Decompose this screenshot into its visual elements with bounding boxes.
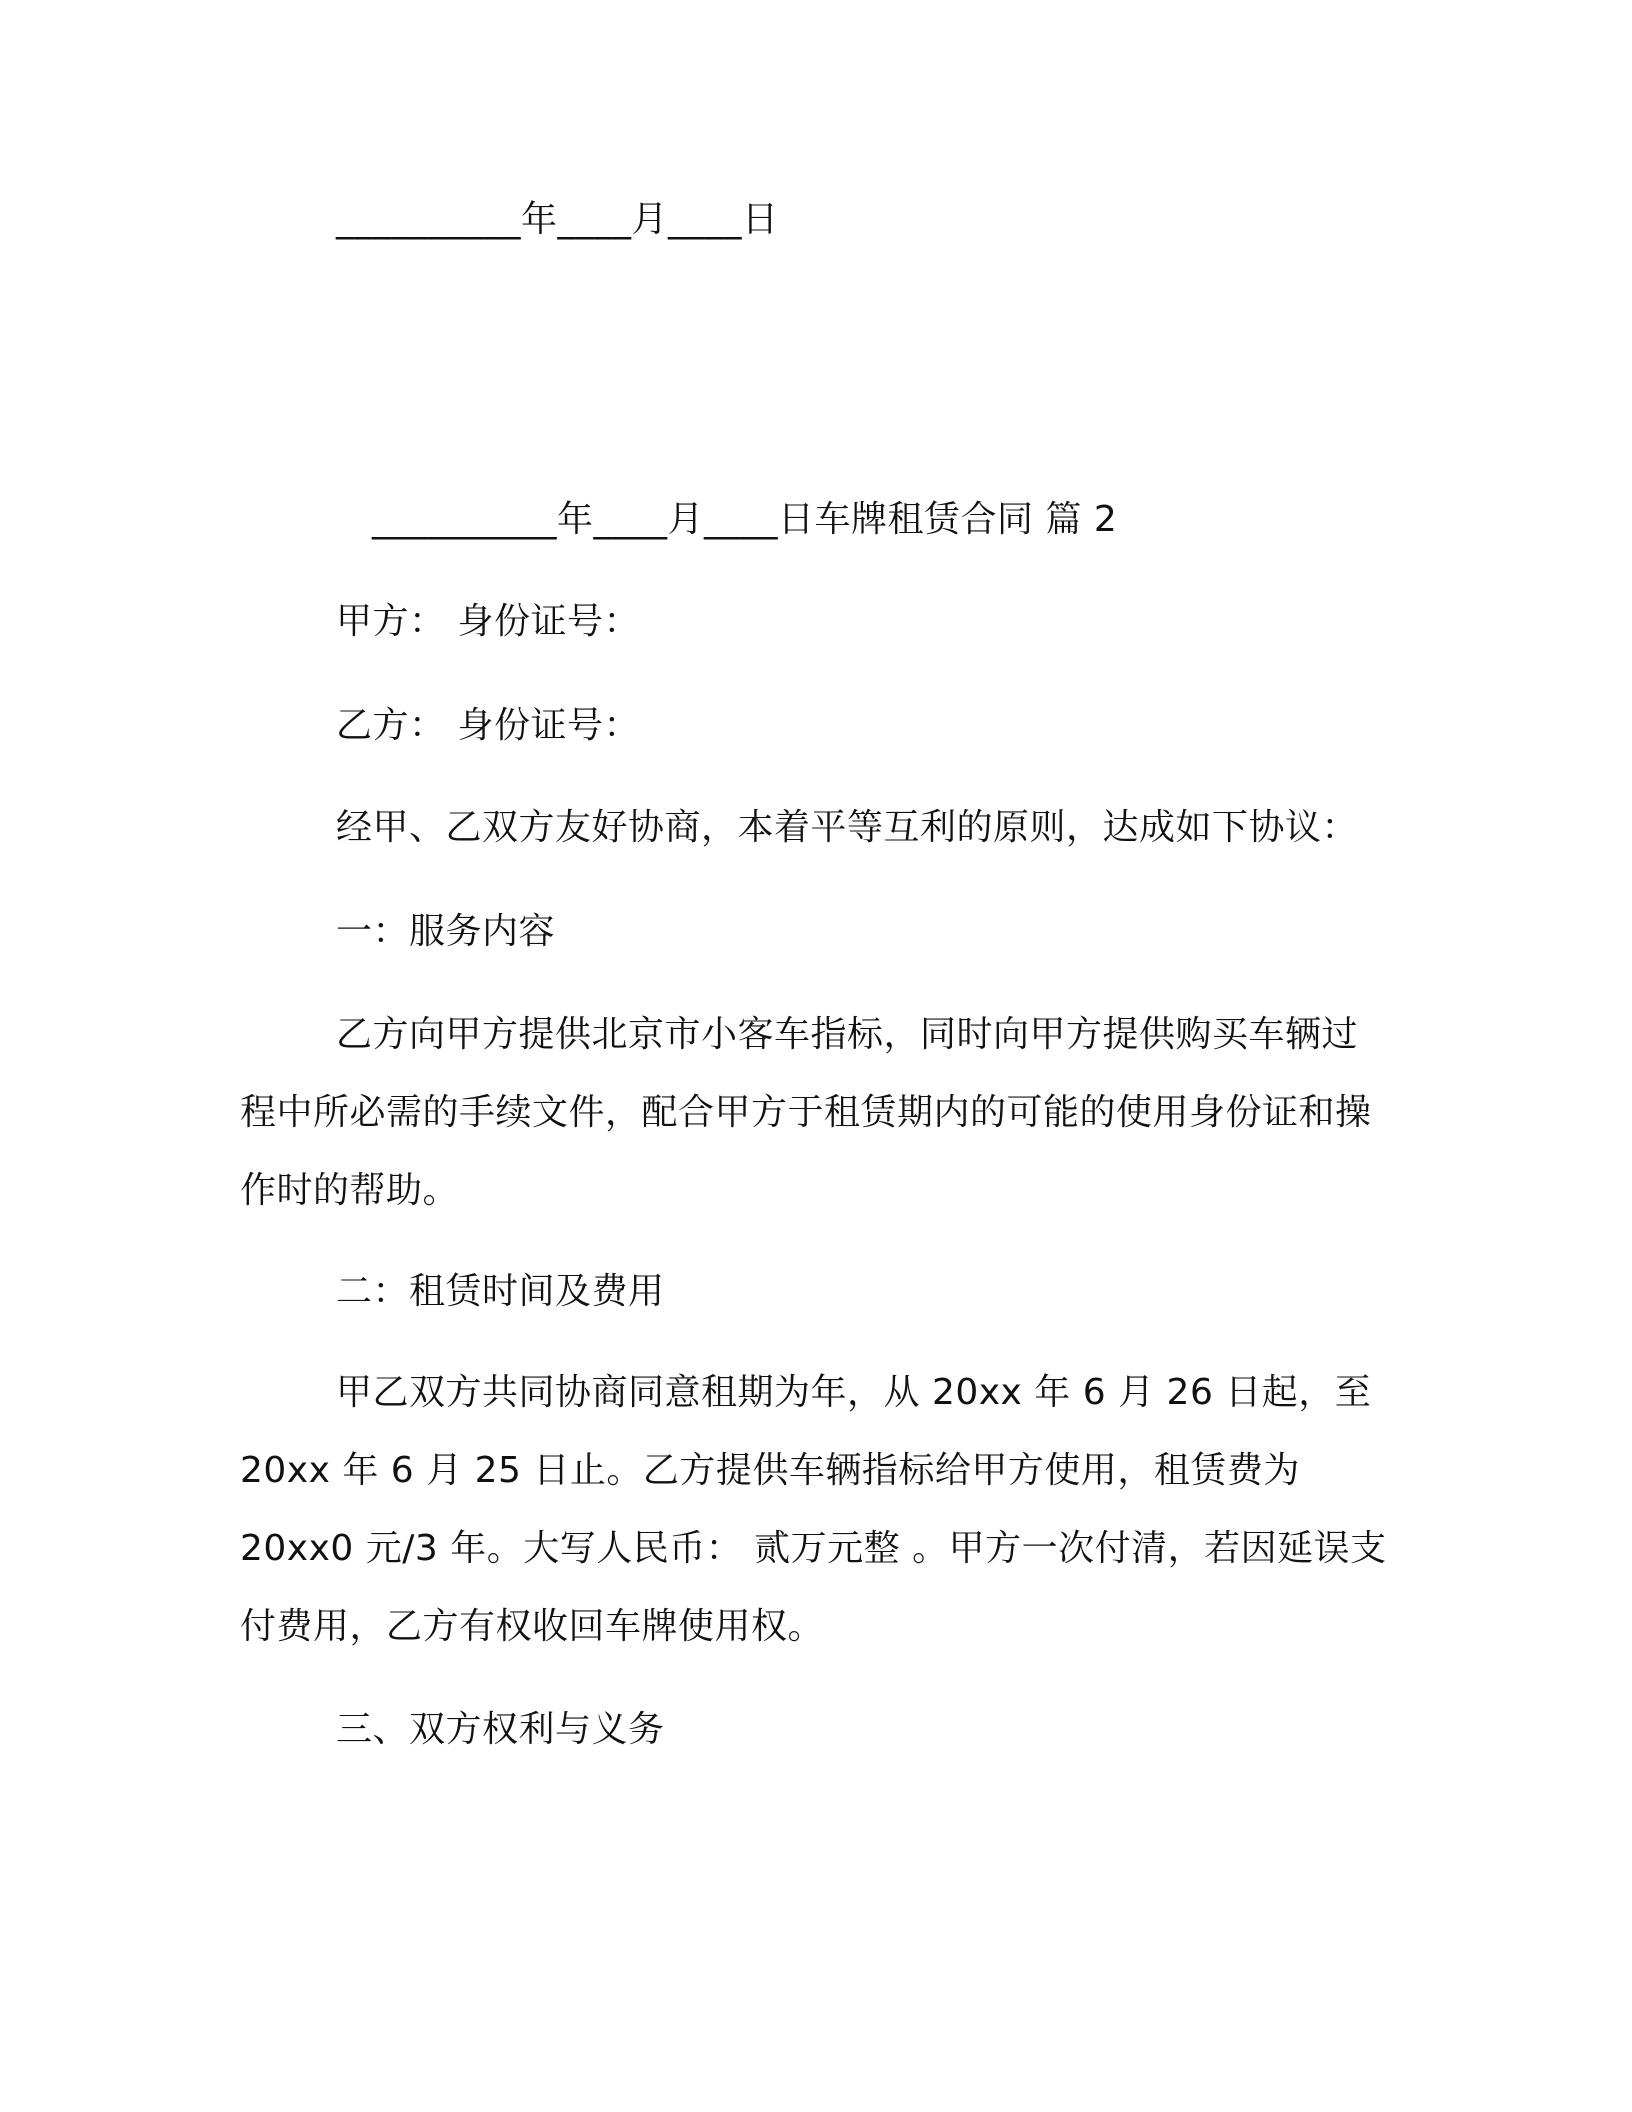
- party-a-line: 甲方： 身份证号：: [336, 601, 640, 642]
- section-3-heading: 三、双方权利与义务: [336, 1709, 665, 1750]
- section-1-body: 乙方向甲方提供北京市小客车指标，同时向甲方提供购买车辆过程中所必需的手续文件，配合甲方于租赁期内的可能的使用身份证和操作时的帮助。: [240, 1014, 1372, 1211]
- party-b-line: 乙方： 身份证号：: [336, 705, 640, 746]
- section-2-heading: 二：租赁时间及费用: [336, 1271, 665, 1312]
- intro-line: 经甲、乙双方友好协商，本着平等互利的原则，达成如下协议：: [336, 807, 1359, 848]
- section-2-body: 甲乙双方共同协商同意租期为年，从 20xx 年 6 月 26 日起，至 20xx 年 6 月 25 日止。乙方提供车辆指标给甲方使用，租赁费为 20xx0 元/3 年。大写人民币： 贰万元整 。甲方一次付清，若因延误支付费用，乙方有权收回车牌使用权。: [240, 1372, 1387, 1647]
- section-1-heading: 一：服务内容: [336, 911, 556, 952]
- contract-title: __________年____月____日车牌租赁合同 篇 2: [372, 499, 1118, 540]
- date-line: __________年____月____日: [336, 199, 779, 240]
